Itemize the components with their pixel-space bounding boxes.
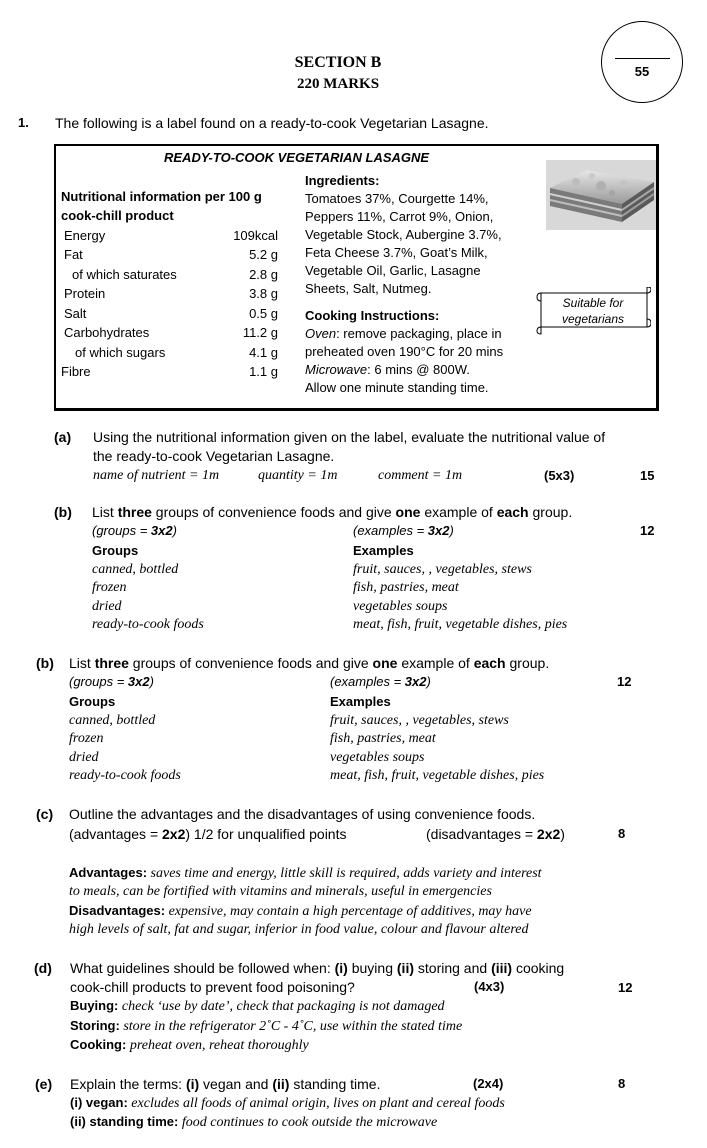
part-e-multiplier: (2x4) bbox=[473, 1076, 504, 1091]
ingredients-line: Peppers 11%, Carrot 9%, Onion, bbox=[305, 209, 494, 224]
part-c-disadvantages-cont: high levels of salt, fat and sugar, inferior in food value, colour and flavour altered bbox=[69, 922, 529, 937]
text-segment: group. bbox=[528, 504, 573, 520]
text-bold: (ii) bbox=[272, 1076, 290, 1092]
part-a-scheme-comment: comment = 1m bbox=[378, 468, 463, 483]
storing-label: Storing: bbox=[70, 1018, 120, 1033]
part-e-standing-time bbox=[70, 1113, 437, 1132]
nutrient-name: Salt bbox=[64, 306, 87, 321]
part-b2-marks: 12 bbox=[617, 674, 632, 689]
part-d-cooking bbox=[70, 1036, 309, 1055]
cooking-heading: Cooking Instructions: bbox=[305, 308, 440, 323]
question-intro: The following is a label found on a ready-to-cook Vegetarian Lasagne. bbox=[55, 115, 489, 131]
group-cell: ready-to-cook foods bbox=[92, 617, 204, 632]
text-segment: example of bbox=[420, 504, 497, 520]
standing-instruction: Allow one minute standing time. bbox=[305, 380, 489, 395]
part-c-disadvantages bbox=[69, 902, 532, 921]
text-segment: groups of convenience foods and give bbox=[151, 504, 396, 520]
part-b1-letter: (b) bbox=[54, 504, 72, 520]
nutrient-value: 11.2 g bbox=[242, 325, 278, 340]
text-segment: standing time. bbox=[289, 1076, 381, 1092]
text-bold: (i) bbox=[185, 1076, 200, 1092]
example-cell: fish, pastries, meat bbox=[353, 580, 459, 595]
text-segment: List bbox=[69, 655, 95, 671]
section-title: SECTION B bbox=[294, 54, 382, 71]
part-b2-letter: (b) bbox=[36, 655, 54, 671]
part-c-adv-scheme bbox=[69, 825, 346, 843]
nutrient-name: Fibre bbox=[61, 364, 91, 379]
text-segment: vegan and bbox=[199, 1076, 273, 1092]
score-circle-value: 55 bbox=[634, 64, 650, 79]
score-circle bbox=[601, 21, 683, 103]
nutrient-name: Carbohydrates bbox=[64, 325, 150, 340]
nutrition-subheading: cook-chill product bbox=[61, 208, 174, 223]
text-bold: each bbox=[496, 504, 529, 520]
advantages-text: saves time and energy, little skill is required, adds variety and interest bbox=[147, 866, 542, 881]
part-c-advantages bbox=[69, 864, 542, 883]
ingredients-line: Sheets, Salt, Nutmeg. bbox=[305, 281, 432, 296]
part-b2-examples-scheme bbox=[330, 673, 431, 691]
oven-instruction bbox=[305, 325, 502, 343]
text-bold: 3x2 bbox=[404, 674, 427, 689]
nutrient-value: 3.8 g bbox=[249, 286, 278, 301]
text-segment: (advantages = bbox=[69, 826, 163, 842]
group-cell: canned, bottled bbox=[69, 713, 156, 728]
oven-instruction-cont: preheated oven 190°C for 20 mins bbox=[305, 344, 504, 359]
part-d-multiplier: (4x3) bbox=[474, 979, 505, 994]
part-e-marks: 8 bbox=[618, 1076, 626, 1091]
suitable-line-2: vegetarians bbox=[561, 312, 625, 326]
text-segment: cooking bbox=[512, 960, 565, 976]
oven-text: : remove packaging, place in bbox=[336, 326, 502, 341]
example-cell: fruit, sauces, , vegetables, stews bbox=[330, 713, 509, 728]
text-bold: three bbox=[94, 655, 129, 671]
vegan-text: excludes all foods of animal origin, lives on plant and cereal foods bbox=[127, 1096, 505, 1111]
example-cell: meat, fish, fruit, vegetable dishes, pies bbox=[353, 617, 568, 632]
part-d-question bbox=[70, 959, 564, 977]
example-cell: meat, fish, fruit, vegetable dishes, pies bbox=[330, 768, 545, 783]
text-segment: ) bbox=[149, 674, 154, 689]
group-cell: frozen bbox=[92, 580, 127, 595]
buying-label: Buying: bbox=[70, 998, 119, 1013]
text-segment: What guidelines should be followed when: bbox=[70, 960, 335, 976]
text-segment: Explain the terms: bbox=[70, 1076, 186, 1092]
nutrition-heading: Nutritional information per 100 g bbox=[61, 189, 262, 204]
microwave-text: : 6 mins @ 800W. bbox=[367, 362, 470, 377]
disadvantages-label: Disadvantages: bbox=[69, 903, 166, 918]
nutrient-name: of which sugars bbox=[75, 345, 166, 360]
part-b2-question bbox=[69, 654, 549, 672]
text-segment: (examples = bbox=[330, 674, 405, 689]
ingredients-line: Vegetable Oil, Garlic, Lasagne bbox=[305, 263, 481, 278]
nutrient-value: 4.1 g bbox=[249, 345, 278, 360]
part-a-multiplier: (5x3) bbox=[544, 468, 575, 483]
disadvantages-text: expensive, may contain a high percentage of additives, may have bbox=[165, 904, 532, 919]
text-bold: 3x2 bbox=[150, 523, 173, 538]
buying-text: check ‘use by date’, check that packaging is not damaged bbox=[118, 999, 445, 1014]
group-cell: ready-to-cook foods bbox=[69, 768, 181, 783]
microwave-instruction bbox=[305, 361, 470, 379]
question-number: 1. bbox=[18, 115, 29, 130]
nutrient-name: Energy bbox=[64, 228, 106, 243]
part-a-scheme-quantity: quantity = 1m bbox=[258, 468, 338, 483]
part-c-marks: 8 bbox=[618, 826, 626, 841]
ingredients-line: Vegetable Stock, Aubergine 3.7%, bbox=[305, 227, 502, 242]
example-cell: fish, pastries, meat bbox=[330, 731, 436, 746]
text-segment: example of bbox=[397, 655, 474, 671]
advantages-label: Advantages: bbox=[69, 865, 148, 880]
nutrient-value: 2.8 g bbox=[249, 267, 278, 282]
lasagne-photo bbox=[546, 160, 656, 230]
part-d-letter: (d) bbox=[34, 960, 52, 976]
example-cell: fruit, sauces, , vegetables, stews bbox=[353, 562, 532, 577]
nutrient-value: 5.2 g bbox=[249, 247, 278, 262]
part-c-advantages-cont: to meals, can be fortified with vitamins and minerals, useful in emergencies bbox=[69, 884, 492, 899]
part-b1-examples-heading: Examples bbox=[353, 543, 414, 558]
text-bold: 2x2 bbox=[162, 826, 186, 842]
part-b1-groups-heading: Groups bbox=[92, 543, 139, 558]
text-bold: (i) bbox=[334, 960, 348, 976]
text-bold: 2x2 bbox=[536, 826, 561, 842]
text-segment: ) 1/2 for unqualified points bbox=[185, 826, 347, 842]
text-bold: 3x2 bbox=[127, 674, 150, 689]
group-cell: frozen bbox=[69, 731, 104, 746]
cooking-text: preheat oven, reheat thoroughly bbox=[126, 1038, 309, 1053]
text-segment: ) bbox=[560, 826, 565, 842]
part-b1-question bbox=[92, 503, 572, 521]
text-segment: buying bbox=[347, 960, 397, 976]
ingredients-line: Tomatoes 37%, Courgette 14%, bbox=[305, 191, 489, 206]
standing-time-label: (ii) standing time: bbox=[70, 1114, 179, 1129]
part-c-question: Outline the advantages and the disadvantages of using convenience foods. bbox=[69, 806, 536, 822]
score-circle-divider bbox=[615, 58, 670, 59]
text-segment: storing and bbox=[414, 960, 492, 976]
nutrient-value: 109kcal bbox=[233, 228, 278, 243]
part-c-letter: (c) bbox=[36, 806, 54, 822]
part-b2-groups-scheme bbox=[69, 673, 154, 691]
part-e-letter: (e) bbox=[35, 1076, 53, 1092]
cooking-label: Cooking: bbox=[70, 1037, 127, 1052]
microwave-label: Microwave bbox=[305, 362, 368, 377]
text-segment: group. bbox=[505, 655, 550, 671]
section-marks: 220 MARKS bbox=[296, 76, 380, 92]
text-bold: one bbox=[395, 504, 421, 520]
example-cell: vegetables soups bbox=[353, 599, 448, 614]
oven-label: Oven bbox=[305, 326, 337, 341]
part-b1-groups-scheme bbox=[92, 522, 177, 540]
part-b1-examples-scheme bbox=[353, 522, 454, 540]
text-segment: ) bbox=[449, 523, 454, 538]
text-segment: groups of convenience foods and give bbox=[128, 655, 373, 671]
part-a-question: Using the nutritional information given on the label, evaluate the nutritional value of bbox=[93, 429, 606, 445]
suitable-line-1: Suitable for bbox=[562, 296, 624, 310]
nutrient-value: 0.5 g bbox=[249, 306, 278, 321]
text-segment: (groups = bbox=[92, 523, 151, 538]
group-cell: dried bbox=[69, 750, 99, 765]
text-bold: (ii) bbox=[396, 960, 414, 976]
text-bold: 3x2 bbox=[427, 523, 450, 538]
label-title: READY-TO-COOK VEGETARIAN LASAGNE bbox=[164, 150, 430, 165]
part-d-question-cont: cook-chill products to prevent food poisoning? bbox=[70, 979, 355, 995]
part-e-question bbox=[70, 1075, 381, 1093]
part-a-scheme-name: name of nutrient = 1m bbox=[93, 468, 220, 483]
part-b1-marks: 12 bbox=[640, 523, 655, 538]
standing-time-text: food continues to cook outside the microwave bbox=[178, 1115, 438, 1130]
group-cell: dried bbox=[92, 599, 122, 614]
text-segment: (disadvantages = bbox=[426, 826, 537, 842]
text-segment: (groups = bbox=[69, 674, 128, 689]
text-segment: (examples = bbox=[353, 523, 428, 538]
part-c-dis-scheme bbox=[426, 825, 565, 843]
text-segment: List bbox=[92, 504, 118, 520]
part-a-question-cont: the ready-to-cook Vegetarian Lasagne. bbox=[93, 448, 335, 464]
text-segment: ) bbox=[172, 523, 177, 538]
ingredients-line: Feta Cheese 3.7%, Goat’s Milk, bbox=[305, 245, 488, 260]
text-segment: ) bbox=[426, 674, 431, 689]
nutrient-value: 1.1 g bbox=[249, 364, 278, 379]
part-b2-examples-heading: Examples bbox=[330, 694, 391, 709]
text-bold: three bbox=[117, 504, 152, 520]
part-e-vegan bbox=[70, 1094, 505, 1113]
ingredients-heading: Ingredients: bbox=[305, 173, 380, 188]
part-d-marks: 12 bbox=[618, 980, 633, 995]
part-d-buying bbox=[70, 997, 445, 1016]
part-d-storing bbox=[70, 1017, 462, 1036]
group-cell: canned, bottled bbox=[92, 562, 179, 577]
part-b2-groups-heading: Groups bbox=[69, 694, 116, 709]
storing-text: store in the refrigerator 2˚C - 4˚C, use within the stated time bbox=[119, 1019, 463, 1034]
nutrient-name: Fat bbox=[64, 247, 83, 262]
nutrient-name: Protein bbox=[64, 286, 106, 301]
text-bold: each bbox=[473, 655, 506, 671]
text-bold: one bbox=[372, 655, 398, 671]
part-a-marks: 15 bbox=[640, 468, 655, 483]
nutrient-name: of which saturates bbox=[72, 267, 177, 282]
text-bold: (iii) bbox=[491, 960, 513, 976]
part-a-letter: (a) bbox=[54, 429, 72, 445]
example-cell: vegetables soups bbox=[330, 750, 425, 765]
vegan-label: (i) vegan: bbox=[70, 1095, 128, 1110]
